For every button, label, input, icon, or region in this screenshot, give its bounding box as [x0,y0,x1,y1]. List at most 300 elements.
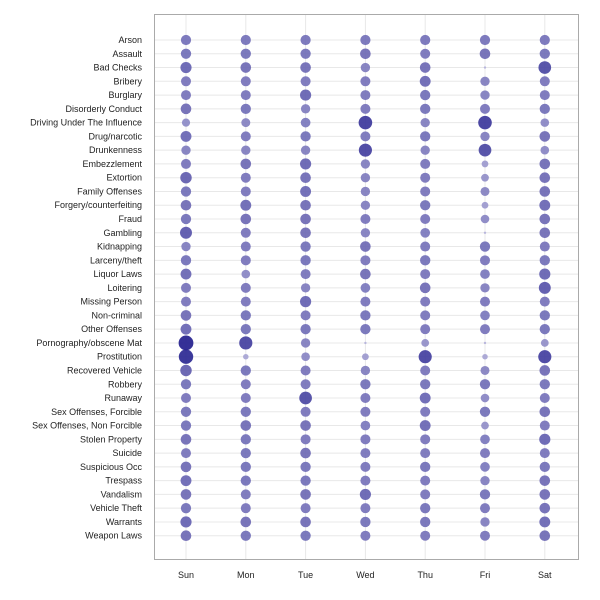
point-prostitution-wed [362,353,369,360]
point-warrants-wed [360,517,370,527]
point-loitering-thu [420,283,431,294]
point-larceny-theft-thu [420,255,430,265]
point-arson-sat [540,35,550,45]
point-sex-offenses-forcible-sat [540,406,551,417]
point-pornography-obscene-mat-tue [301,338,310,347]
point-weapon-laws-wed [360,531,370,541]
point-vandalism-fri [480,489,490,499]
y-tick-label-larceny-theft: Larceny/theft [89,255,142,266]
point-other-offenses-sat [540,324,550,334]
point-gambling-thu [420,228,430,238]
y-tick-label-drunkenness: Drunkenness [88,145,142,156]
point-prostitution-mon [243,354,249,360]
point-stolen-property-wed [360,434,370,444]
point-vehicle-theft-sun [181,503,191,513]
y-tick-label-bad-checks: Bad Checks [93,62,142,73]
point-suspicious-occ-sat [540,462,550,472]
point-gambling-mon [241,228,251,238]
point-non-criminal-wed [360,310,370,320]
point-warrants-sat [539,517,550,528]
point-loitering-sat [539,282,551,294]
point-robbery-tue [301,379,311,389]
point-suicide-fri [480,448,490,458]
y-tick-label-non-criminal: Non-criminal [91,310,142,321]
point-loitering-fri [480,283,489,292]
point-bribery-tue [301,76,311,86]
point-kidnapping-fri [480,241,490,251]
point-arson-tue [301,35,311,45]
point-drug-narcotic-wed [360,131,370,141]
x-tick-label-sat: Sat [538,570,552,580]
point-suicide-thu [420,448,430,458]
point-drunkenness-sun [181,145,190,154]
point-arson-sun [181,35,191,45]
y-tick-label-kidnapping: Kidnapping [96,241,142,252]
point-forgery-counterfeiting-mon [240,200,251,211]
point-missing-person-mon [241,297,251,307]
point-fraud-wed [360,214,370,224]
point-warrants-fri [480,517,489,526]
point-recovered-vehicle-sat [540,365,551,376]
y-tick-label-drug-narcotic: Drug/narcotic [88,131,142,142]
point-non-criminal-tue [301,310,311,320]
y-tick-label-robbery: Robbery [107,379,142,390]
point-liquor-laws-tue [301,269,311,279]
point-bad-checks-mon [241,62,252,73]
point-sex-offenses-forcible-sun [181,407,191,417]
y-tick-label-runaway: Runaway [104,393,142,404]
y-tick-label-missing-person: Missing Person [80,296,142,307]
point-missing-person-sat [540,297,550,307]
point-gambling-wed [361,228,370,237]
point-recovered-vehicle-sun [180,365,191,376]
point-bribery-mon [241,76,251,86]
y-tick-label-disorderly-conduct: Disorderly Conduct [65,103,142,114]
y-tick-label-arson: Arson [118,35,142,45]
point-vandalism-wed [360,489,371,500]
point-forgery-counterfeiting-fri [482,202,489,209]
point-missing-person-fri [480,297,490,307]
point-weapon-laws-thu [420,531,430,541]
point-vandalism-sun [181,489,192,500]
y-tick-label-suicide: Suicide [112,448,142,459]
point-larceny-theft-tue [300,255,310,265]
point-bribery-sun [181,76,191,86]
y-tick-label-burglary: Burglary [108,90,142,101]
point-drunkenness-fri [479,144,492,157]
point-warrants-tue [300,517,311,528]
point-forgery-counterfeiting-wed [361,201,370,210]
point-other-offenses-mon [241,324,251,334]
x-tick-label-wed: Wed [356,570,375,580]
point-recovered-vehicle-wed [361,366,370,375]
point-weapon-laws-sun [181,530,192,541]
point-drug-narcotic-mon [241,131,251,141]
point-sex-offenses-non-forcible-tue [300,420,311,431]
point-kidnapping-wed [360,241,371,252]
point-family-offenses-sat [540,186,551,197]
point-sex-offenses-non-forcible-thu [420,420,431,431]
point-runaway-fri [481,394,490,403]
point-runaway-sun [181,393,191,403]
point-extortion-mon [241,173,251,183]
point-robbery-wed [360,379,370,389]
y-tick-label-embezzlement: Embezzlement [82,158,142,169]
point-family-offenses-wed [361,187,370,196]
point-runaway-thu [420,393,431,404]
point-extortion-thu [420,173,430,183]
point-trespass-tue [300,475,310,485]
point-forgery-counterfeiting-tue [300,200,311,211]
point-larceny-theft-sun [181,255,191,265]
point-other-offenses-sun [181,324,192,335]
point-driving-under-the-influence-wed [359,116,373,130]
point-family-offenses-mon [241,186,251,196]
y-tick-label-warrants: Warrants [105,516,142,527]
point-burglary-sat [540,90,550,100]
point-bad-checks-sun [180,62,191,73]
point-forgery-counterfeiting-sun [181,200,192,211]
point-burglary-wed [360,90,370,100]
point-sex-offenses-forcible-fri [480,407,490,417]
point-missing-person-sun [181,297,191,307]
point-drug-narcotic-sun [181,131,192,142]
point-bribery-wed [360,76,370,86]
point-vehicle-theft-fri [480,503,490,513]
point-embezzlement-tue [300,158,311,169]
point-trespass-wed [360,476,370,486]
point-bribery-thu [420,76,431,87]
point-robbery-sat [540,379,550,389]
point-runaway-mon [241,393,251,403]
point-vandalism-tue [300,489,311,500]
point-prostitution-sun [179,350,193,364]
point-recovered-vehicle-mon [241,365,251,375]
point-trespass-fri [480,476,489,485]
y-tick-label-sex-offenses-non-forcible: Sex Offenses, Non Forcible [32,420,142,431]
point-disorderly-conduct-sun [181,104,192,115]
point-forgery-counterfeiting-sat [539,200,550,211]
point-driving-under-the-influence-thu [421,118,430,127]
y-tick-label-forgery-counterfeiting: Forgery/counterfeiting [54,200,142,211]
point-loitering-sun [181,283,191,293]
point-disorderly-conduct-thu [420,104,430,114]
point-liquor-laws-sun [181,269,192,280]
point-liquor-laws-sat [539,269,550,280]
y-tick-label-trespass: Trespass [105,475,142,486]
point-sex-offenses-non-forcible-sun [181,420,191,430]
point-extortion-sun [180,172,191,183]
point-vehicle-theft-mon [241,503,251,513]
point-burglary-fri [480,90,489,99]
point-fraud-sat [540,214,551,225]
point-gambling-fri [484,232,486,234]
y-tick-label-pornography-obscene-mat: Pornography/obscene Mat [36,337,142,348]
point-embezzlement-sat [540,159,551,170]
y-tick-label-weapon-laws: Weapon Laws [85,530,142,541]
point-assault-sat [540,49,550,59]
point-pornography-obscene-mat-fri [484,342,486,344]
point-family-offenses-fri [481,187,490,196]
y-tick-label-liquor-laws: Liquor Laws [93,269,142,280]
x-tick-label-mon: Mon [237,570,255,580]
point-other-offenses-wed [360,324,370,334]
x-tick-label-sun: Sun [177,570,195,580]
point-recovered-vehicle-tue [301,365,311,375]
point-robbery-thu [420,379,430,389]
point-missing-person-wed [360,297,370,307]
point-other-offenses-tue [300,324,310,334]
point-prostitution-tue [301,352,310,361]
point-driving-under-the-influence-mon [241,118,250,127]
point-pornography-obscene-mat-wed [364,342,366,344]
point-weapon-laws-mon [241,531,251,541]
point-robbery-mon [241,379,251,389]
point-disorderly-conduct-fri [480,104,490,114]
point-loitering-wed [361,283,371,293]
y-tick-label-driving-under-the-influence: Driving Under The Influence [30,117,142,128]
point-burglary-sun [181,90,191,100]
point-assault-sun [181,49,191,59]
y-tick-label-other-offenses: Other Offenses [81,324,142,335]
point-driving-under-the-influence-tue [301,118,311,128]
point-larceny-theft-wed [360,255,370,265]
x-tick-label-tue: Tue [298,570,314,580]
point-pornography-obscene-mat-sun [179,336,194,351]
point-pornography-obscene-mat-thu [421,339,429,347]
point-kidnapping-tue [300,241,310,251]
point-arson-thu [420,35,430,45]
point-drunkenness-wed [359,144,372,157]
point-disorderly-conduct-mon [241,104,251,114]
point-drunkenness-tue [301,145,310,154]
point-sex-offenses-forcible-thu [420,407,430,417]
point-suicide-mon [241,448,251,458]
point-bribery-sat [540,76,550,86]
point-robbery-fri [480,379,490,389]
point-fraud-tue [300,214,311,225]
point-assault-tue [300,49,310,59]
point-vehicle-theft-thu [420,503,430,513]
point-non-criminal-mon [241,310,251,320]
point-burglary-thu [420,90,430,100]
point-drug-narcotic-sat [540,131,551,142]
point-family-offenses-sun [181,186,191,196]
y-tick-label-family-offenses: Family Offenses [77,186,142,197]
point-prostitution-fri [482,354,488,360]
point-runaway-tue [299,392,312,405]
point-stolen-property-mon [241,434,251,444]
point-liquor-laws-thu [420,269,430,279]
point-trespass-sun [181,475,192,486]
point-other-offenses-fri [480,324,490,334]
point-vehicle-theft-wed [360,503,370,513]
point-warrants-mon [241,517,252,528]
point-suspicious-occ-fri [480,462,490,472]
y-tick-label-suspicious-occ: Suspicious Occ [79,461,142,472]
point-recovered-vehicle-thu [420,365,430,375]
point-vandalism-sat [540,489,551,500]
point-suspicious-occ-wed [360,462,370,472]
point-driving-under-the-influence-sat [541,118,550,127]
y-tick-label-stolen-property: Stolen Property [79,434,142,445]
y-tick-label-vandalism: Vandalism [100,489,142,500]
point-embezzlement-sun [181,159,191,169]
point-bad-checks-wed [361,63,370,72]
point-stolen-property-tue [301,434,311,444]
point-missing-person-thu [420,297,430,307]
point-bad-checks-thu [420,62,431,73]
point-non-criminal-sat [540,310,550,320]
point-drunkenness-sat [541,146,550,155]
point-sex-offenses-non-forcible-mon [241,420,252,431]
point-suicide-tue [300,448,311,459]
point-loitering-tue [301,283,310,292]
point-pornography-obscene-mat-mon [239,336,252,349]
point-larceny-theft-sat [540,255,550,265]
point-fraud-fri [481,215,490,224]
point-assault-wed [360,48,371,59]
point-drug-narcotic-thu [420,131,430,141]
point-suicide-sun [181,448,191,458]
point-family-offenses-thu [420,186,430,196]
point-suicide-sat [540,448,550,458]
point-vandalism-thu [420,489,430,499]
point-stolen-property-thu [420,434,430,444]
point-pornography-obscene-mat-sat [541,339,549,347]
point-vehicle-theft-sat [540,503,551,514]
point-extortion-fri [481,174,489,182]
point-trespass-thu [420,476,430,486]
point-weapon-laws-tue [300,531,310,541]
point-burglary-mon [241,90,251,100]
point-driving-under-the-influence-sun [182,119,190,127]
point-family-offenses-tue [300,186,311,197]
y-tick-label-extortion: Extortion [106,172,142,183]
x-tick-label-fri: Fri [479,570,491,580]
point-non-criminal-fri [480,311,490,321]
point-trespass-sat [540,475,551,486]
point-bad-checks-fri [484,66,486,68]
point-loitering-mon [241,283,251,293]
point-weapon-laws-fri [480,531,490,541]
point-kidnapping-thu [420,242,430,252]
point-arson-mon [241,35,251,45]
point-extortion-wed [361,173,370,182]
point-arson-wed [360,35,370,45]
point-runaway-sat [540,393,550,403]
point-extortion-sat [540,172,551,183]
point-assault-mon [241,49,251,59]
y-tick-label-bribery: Bribery [113,76,142,87]
point-larceny-theft-fri [480,255,490,265]
point-kidnapping-sun [181,242,190,251]
point-larceny-theft-mon [241,255,251,265]
point-drug-narcotic-tue [300,131,310,141]
point-disorderly-conduct-sat [540,104,550,114]
y-tick-label-loitering: Loitering [107,282,142,293]
point-fraud-thu [420,214,430,224]
point-bad-checks-sat [538,61,551,74]
point-suspicious-occ-sun [181,462,192,473]
point-trespass-mon [241,475,251,485]
y-tick-label-recovered-vehicle: Recovered Vehicle [66,365,142,376]
y-tick-label-sex-offenses-forcible: Sex Offenses, Forcible [51,406,142,417]
y-tick-label-gambling: Gambling [103,227,142,238]
point-arson-fri [480,35,490,45]
point-non-criminal-sun [181,310,192,321]
point-embezzlement-fri [482,161,489,168]
point-sex-offenses-forcible-tue [301,407,311,417]
point-liquor-laws-wed [360,269,371,280]
point-disorderly-conduct-tue [301,104,310,113]
point-suspicious-occ-tue [300,462,310,472]
point-sex-offenses-non-forcible-wed [361,421,371,431]
point-liquor-laws-fri [480,269,490,279]
point-recovered-vehicle-fri [481,366,490,375]
point-runaway-wed [360,393,370,403]
point-stolen-property-sun [181,434,192,445]
point-liquor-laws-mon [242,270,251,279]
point-burglary-tue [300,90,311,101]
point-sex-offenses-non-forcible-fri [481,422,489,430]
point-prostitution-sat [538,350,551,363]
point-warrants-thu [420,517,430,527]
point-suicide-wed [360,448,370,458]
point-suspicious-occ-thu [420,462,430,472]
point-gambling-sat [540,227,551,238]
point-fraud-mon [241,214,252,225]
point-gambling-sun [180,227,192,239]
point-stolen-property-fri [480,434,490,444]
y-tick-label-fraud: Fraud [118,214,142,225]
point-suspicious-occ-mon [241,462,251,472]
point-robbery-sun [181,379,191,389]
point-forgery-counterfeiting-thu [420,200,430,210]
point-drunkenness-mon [241,145,250,154]
point-bribery-fri [480,77,489,86]
point-extortion-tue [300,172,311,183]
point-fraud-sun [181,214,191,224]
point-drunkenness-thu [421,145,430,154]
point-embezzlement-thu [420,159,430,169]
point-gambling-tue [300,227,311,238]
point-stolen-property-sat [539,434,550,445]
point-warrants-sun [180,516,191,527]
point-sex-offenses-forcible-wed [360,407,370,417]
point-assault-fri [480,48,491,59]
point-kidnapping-mon [241,242,251,252]
point-kidnapping-sat [540,242,550,252]
point-embezzlement-wed [361,159,370,168]
point-sex-offenses-forcible-mon [241,407,251,417]
point-non-criminal-thu [420,310,430,320]
point-missing-person-tue [300,296,311,307]
y-tick-label-vehicle-theft: Vehicle Theft [90,503,142,514]
point-prostitution-thu [419,350,432,363]
point-weapon-laws-sat [540,530,551,541]
point-drug-narcotic-fri [480,132,489,141]
point-embezzlement-mon [241,159,252,170]
point-bad-checks-tue [300,62,311,73]
x-tick-label-thu: Thu [417,570,433,580]
point-sex-offenses-non-forcible-sat [540,421,550,431]
point-disorderly-conduct-wed [360,104,370,114]
point-assault-thu [420,49,430,59]
y-tick-label-assault: Assault [112,48,142,59]
point-driving-under-the-influence-fri [478,116,492,130]
point-vandalism-mon [241,489,251,499]
